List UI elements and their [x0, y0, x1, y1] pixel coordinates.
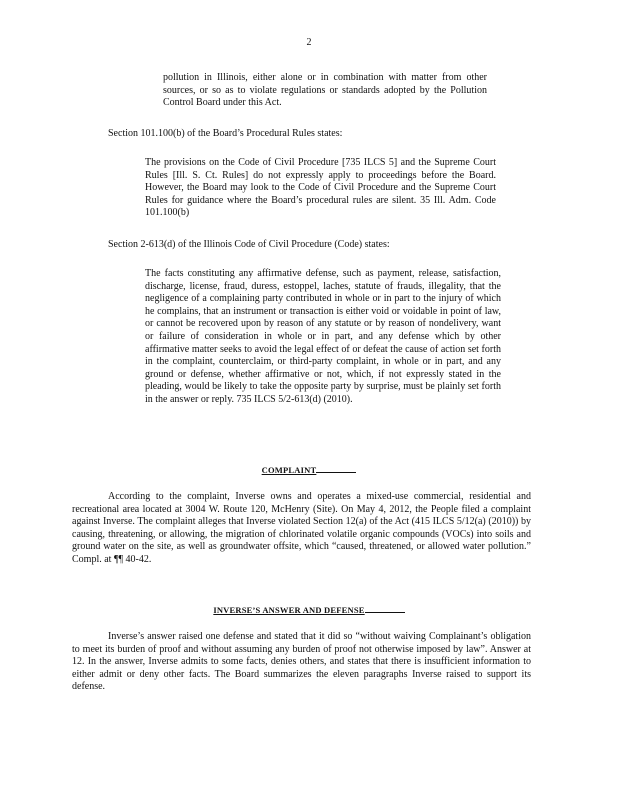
- section-2613-intro: Section 2-613(d) of the Illinois Code of Civil Procedure (Code) states:: [108, 239, 390, 250]
- answer-body: Inverse’s answer raised one defense and stated that it did so “without waiving Complainant’s obligation to meet its burden of proof and without assuming any burden of proof not otherwise imposed by law”. Answer at 12. In the answer, Inverse admits to some facts, denies others, and states that there is insufficient information to either admit or deny other facts. The Board summarizes the eleven paragraphs Inverse raised to support its defense.: [72, 631, 531, 693]
- section-101-intro: Section 101.100(b) of the Board’s Procedural Rules states:: [108, 128, 343, 139]
- page-number: 2: [306, 37, 312, 48]
- heading-underline: [316, 463, 356, 473]
- heading-underline: [365, 603, 405, 613]
- quote-pollution: pollution in Illinois, either alone or in combination with matter from other sources, or so as to violate regulations or standards adopted by the Pollution Control Board under this Act.: [163, 72, 487, 109]
- answer-heading-text: INVERSE’S ANSWER AND DEFENSE: [213, 605, 365, 615]
- answer-heading: [0, 603, 618, 617]
- section-2613-quote: The facts constituting any affirmative defense, such as payment, release, satisfaction, discharge, license, fraud, duress, estoppel, laches, statute of frauds, illegality, that the negligence of a complaining party contributed in whole or in part to the injury of which he complains, that an instrument or transaction is either void or voidable in point of law, or cannot be recovered upon by reason of any statute or by reason of nondelivery, want or failure of consideration in whole or in part, and any defense which by other affirmative matter seeks to avoid the legal effect of or defeat the cause of action set forth in the complaint, counterclaim, or third-party complaint, in whole or in part, and any ground or defense, whether affirmative or not, which, if not expressly stated in the pleading, would be likely to take the opposite party by surprise, must be plainly set forth in the answer or reply. 735 ILCS 5/2-613(d) (2010).: [145, 268, 501, 405]
- section-101-quote: The provisions on the Code of Civil Procedure [735 ILCS 5] and the Supreme Court Rules [Ill. S. Ct. Rules] do not expressly apply to proceedings before the Board. However, the Board may look to the Code of Civil Procedure and the Supreme Court Rules for guidance where the Board’s procedural rules are silent. 35 Ill. Adm. Code 101.100(b): [145, 157, 496, 219]
- complaint-body: According to the complaint, Inverse owns and operates a mixed-use commercial, residential and recreational area located at 3004 W. Route 120, McHenry (Site). On May 4, 2012, the People filed a complaint against Inverse. The complaint alleges that Inverse violated Section 12(a) of the Act (415 ILCS 5/12(a) (2010)) by causing, threatening, or allowing, the migration of chlorinated volatile organic compounds (VOCs) into soils and ground water on the site, as well as groundwater offsite, which “caused, threatened, or allowed water pollution.” Compl. at ¶¶ 40-42.: [72, 491, 531, 565]
- complaint-heading-text: COMPLAINT: [261, 465, 317, 475]
- complaint-heading: [0, 463, 618, 477]
